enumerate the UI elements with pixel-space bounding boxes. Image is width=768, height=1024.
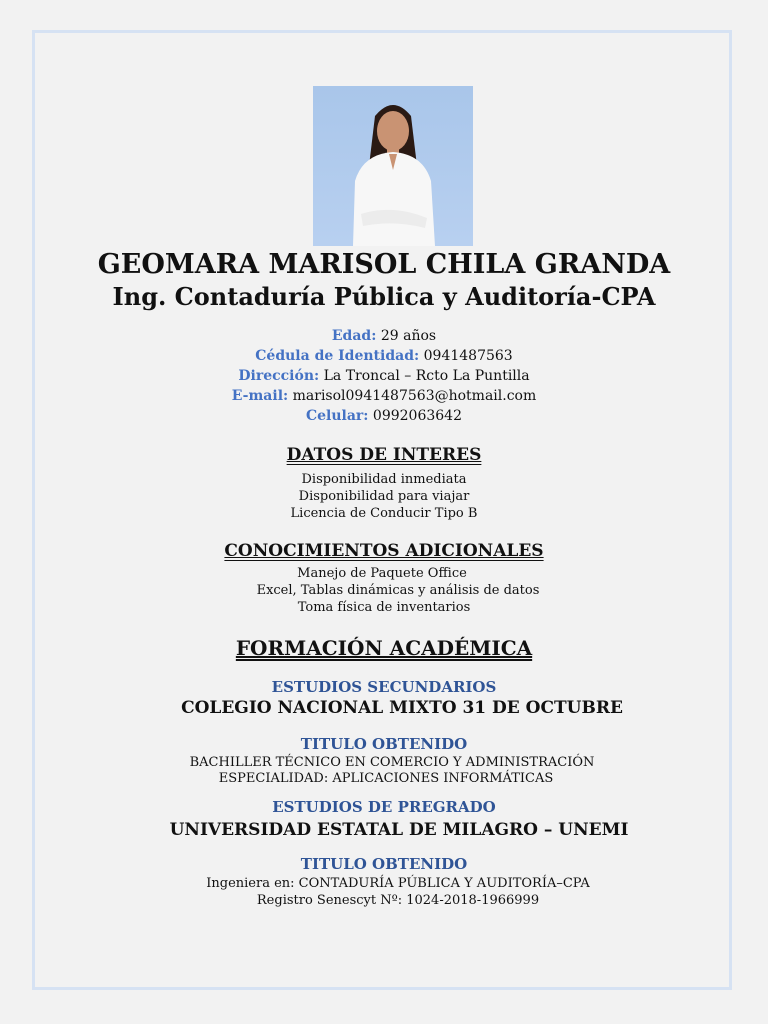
age-line — [0, 328, 768, 344]
id-label: Cédula de Identidad: — [255, 348, 420, 364]
phone-line — [0, 408, 768, 424]
secondary-title-line: BACHILLER TÉCNICO EN COMERCIO Y ADMINISTRACIÓN — [189, 755, 595, 770]
id-line — [0, 348, 768, 364]
secondary-title-label: TITULO OBTENIDO — [300, 735, 468, 753]
secondary-school: COLEGIO NACIONAL MIXTO 31 DE OCTUBRE — [181, 698, 623, 718]
person-portrait-icon — [313, 86, 473, 246]
phone-label: Celular: — [305, 408, 369, 424]
profession-title: Ing. Contaduría Pública y Auditoría-CPA — [112, 282, 656, 311]
address-label: Dirección: — [238, 368, 320, 384]
interests-heading: DATOS DE INTERES — [286, 445, 482, 465]
interest-item: Disponibilidad inmediata — [301, 472, 467, 487]
education-heading: FORMACIÓN ACADÉMICA — [235, 636, 533, 660]
interest-item: Disponibilidad para viajar — [298, 489, 470, 504]
email-label: E-mail: — [231, 388, 289, 404]
phone-value: 0992063642 — [372, 408, 462, 424]
candidate-name: GEOMARA MARISOL CHILA GRANDA — [97, 249, 671, 280]
undergrad-title-line: Ingeniera en: CONTADURÍA PÚBLICA Y AUDITORÍA–CPA — [206, 876, 590, 891]
skills-heading: CONOCIMIENTOS ADICIONALES — [224, 541, 544, 561]
email-line — [0, 388, 768, 404]
age-label: Edad: — [331, 328, 377, 344]
profile-photo — [313, 86, 473, 246]
skill-item: Toma física de inventarios — [297, 600, 471, 615]
undergrad-title-label: TITULO OBTENIDO — [300, 855, 468, 873]
undergrad-school: UNIVERSIDAD ESTATAL DE MILAGRO – UNEMI — [169, 820, 629, 840]
registration-line: Registro Senescyt Nº: 1024-2018-1966999 — [256, 893, 540, 908]
secondary-title-line: ESPECIALIDAD: APLICACIONES INFORMÁTICAS — [218, 771, 554, 786]
skill-item: Excel, Tablas dinámicas y análisis de datos — [256, 583, 540, 598]
email-value[interactable]: marisol0941487563@hotmail.com — [292, 388, 537, 404]
skill-item: Manejo de Paquete Office — [297, 566, 467, 581]
undergrad-studies-label: ESTUDIOS DE PREGRADO — [272, 798, 496, 816]
secondary-studies-label: ESTUDIOS SECUNDARIOS — [271, 678, 497, 696]
address-value: La Troncal – Rcto La Puntilla — [323, 368, 530, 384]
age-value: 29 años — [380, 328, 437, 344]
interest-item: Licencia de Conducir Tipo B — [290, 506, 478, 521]
address-line — [0, 368, 768, 384]
id-value: 0941487563 — [423, 348, 513, 364]
